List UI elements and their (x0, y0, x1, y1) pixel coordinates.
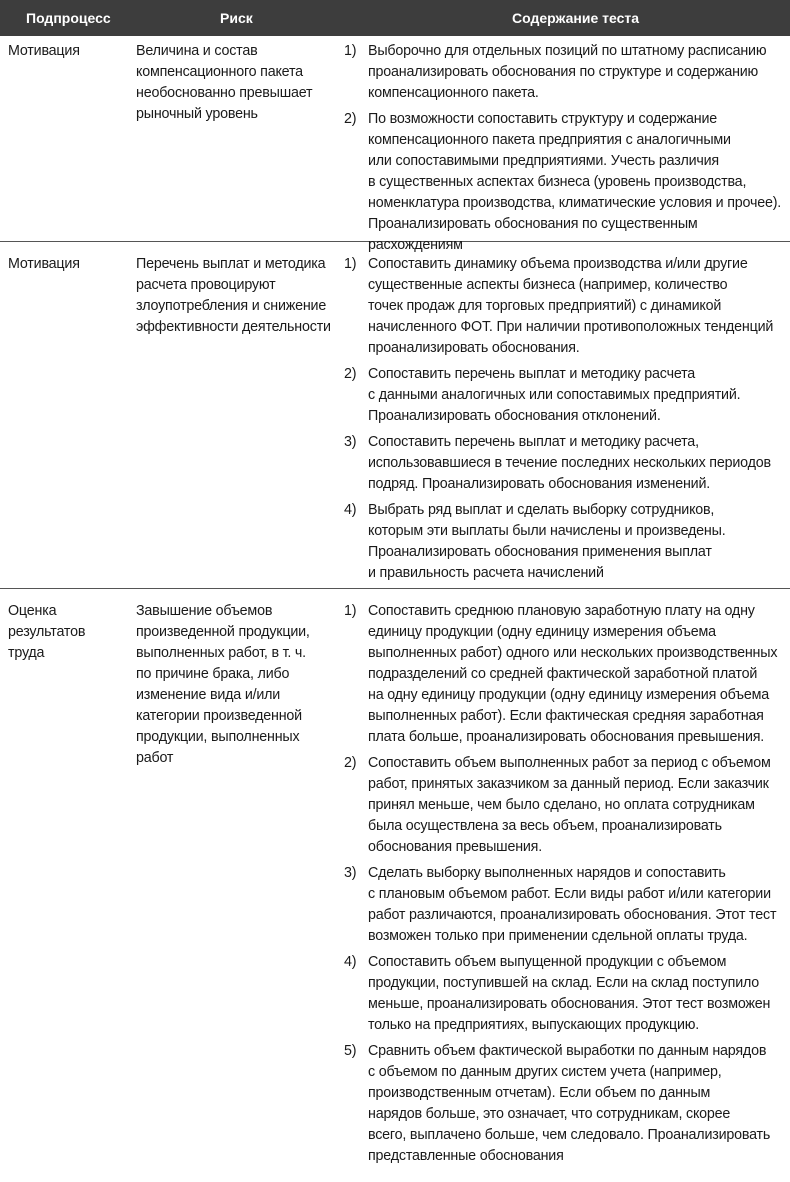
subprocess-cell: Мотивация (8, 256, 80, 272)
header-test-content: Содержание теста (512, 10, 640, 26)
table-row (0, 242, 790, 589)
header-risk: Риск (220, 10, 253, 26)
test-item-number: 3) (344, 865, 357, 881)
test-item (344, 863, 784, 947)
test-item-text: Сопоставить перечень выплат и методику расчета с данными аналогичных или сопоставимых предприятий. Проанализировать обоснования отклонений. (368, 366, 741, 424)
risk-cell: Завышение объемов произведенной продукции, выполненных работ, в т. ч. по причине брака, либо изменение вида и/или категории произведенной продукции, выполненных работ (136, 603, 310, 766)
test-item (344, 753, 784, 858)
subprocess-cell: Мотивация (8, 43, 80, 59)
test-item (344, 1041, 784, 1167)
test-content-cell (344, 601, 784, 1172)
test-item-text: Сопоставить объем выполненных работ за период с объемом работ, принятых заказчиком за данный период. Если заказчик принял меньше, чем было сделано, но оплата сотрудникам была осуществлена за весь объем, проанализировать обоснования превышения. (368, 755, 771, 855)
test-item-text: Сопоставить перечень выплат и методику расчета, использовавшиеся в течение последних нескольких периодов подряд. Проанализировать обоснования изменений. (368, 434, 771, 492)
test-item-number: 2) (344, 366, 357, 382)
test-item (344, 500, 784, 584)
risk-cell: Величина и состав компенсационного пакета необоснованно превышает рыночный уровень (136, 43, 313, 122)
subprocess-cell: Оценка результатов труда (8, 603, 86, 661)
test-item-number: 4) (344, 954, 357, 970)
test-item (344, 254, 784, 359)
test-item-text: По возможности сопоставить структуру и содержание компенсационного пакета предприятия с аналогичными или сопоставимыми предприятиями. Учесть различия в существенных аспектах бизнеса (уровень производства, номенклатура производства, климатические условия и прочее). Проанализировать обоснования по существенным расхождениям (368, 111, 782, 253)
test-item-text: Сопоставить объем выпущенной продукции с объемом продукции, поступившей на склад. Если на склад поступило меньше, проанализировать обоснования. Этот тест возможен только на предприятиях, выпускающих продукцию. (368, 954, 771, 1033)
test-item-number: 1) (344, 603, 357, 619)
test-content-cell (344, 254, 784, 589)
test-item-number: 1) (344, 43, 357, 59)
test-item-number: 4) (344, 502, 357, 518)
test-item-number: 5) (344, 1043, 357, 1059)
table-header (0, 0, 790, 36)
test-item (344, 109, 784, 256)
test-content-cell (344, 41, 784, 261)
test-item-number: 1) (344, 256, 357, 272)
test-item-text: Выборочно для отдельных позиций по штатному расписанию проанализировать обоснования по структуре и содержанию компенсационного пакета. (368, 43, 767, 101)
test-item-text: Сравнить объем фактической выработки по данным нарядов с объемом по данным других систем учета (например, производственным отчетам). Если объем по данным нарядов больше, это означает, что сотрудникам, скорее всего, выплачено больше, чем следовало. Проанализировать представленные обоснования (368, 1043, 771, 1164)
test-item-number: 2) (344, 755, 357, 771)
table-row (0, 36, 790, 253)
test-item-number: 2) (344, 111, 357, 127)
risk-cell: Перечень выплат и методика расчета провоцируют злоупотребления и снижение эффективности деятельности (136, 256, 331, 335)
test-item (344, 601, 784, 748)
test-item-text: Сделать выборку выполненных нарядов и сопоставить с плановым объемом работ. Если виды работ и/или категории работ различаются, проанализировать обоснования. Этот тест возможен только при применении сдельной оплаты труда. (368, 865, 777, 944)
header-subprocess: Подпроцесс (26, 10, 111, 26)
test-item (344, 432, 784, 495)
test-item (344, 364, 784, 427)
table-row (0, 589, 790, 1179)
test-item-text: Сопоставить динамику объема производства и/или другие существенные аспекты бизнеса (например, количество точек продаж для торговых предприятий) с динамикой начисленного ФОТ. При наличии противоположных тенденций проанализировать обоснования. (368, 256, 774, 356)
test-item-text: Выбрать ряд выплат и сделать выборку сотрудников, которым эти выплаты были начислены и произведены. Проанализировать обоснования применения выплат и правильность расчета начислений (368, 502, 726, 581)
test-item-text: Сопоставить среднюю плановую заработную плату на одну единицу продукции (одну единицу измерения объема выполненных работ) одного или нескольких производственных подразделений со средней фактической заработной платой на одну единицу продукции (одну единицу измерения объема выполненных работ). Если фактическая средняя заработная плата больше, проанализировать обоснования превышения. (368, 603, 778, 745)
test-item-number: 3) (344, 434, 357, 450)
test-item (344, 41, 784, 104)
test-item (344, 952, 784, 1036)
